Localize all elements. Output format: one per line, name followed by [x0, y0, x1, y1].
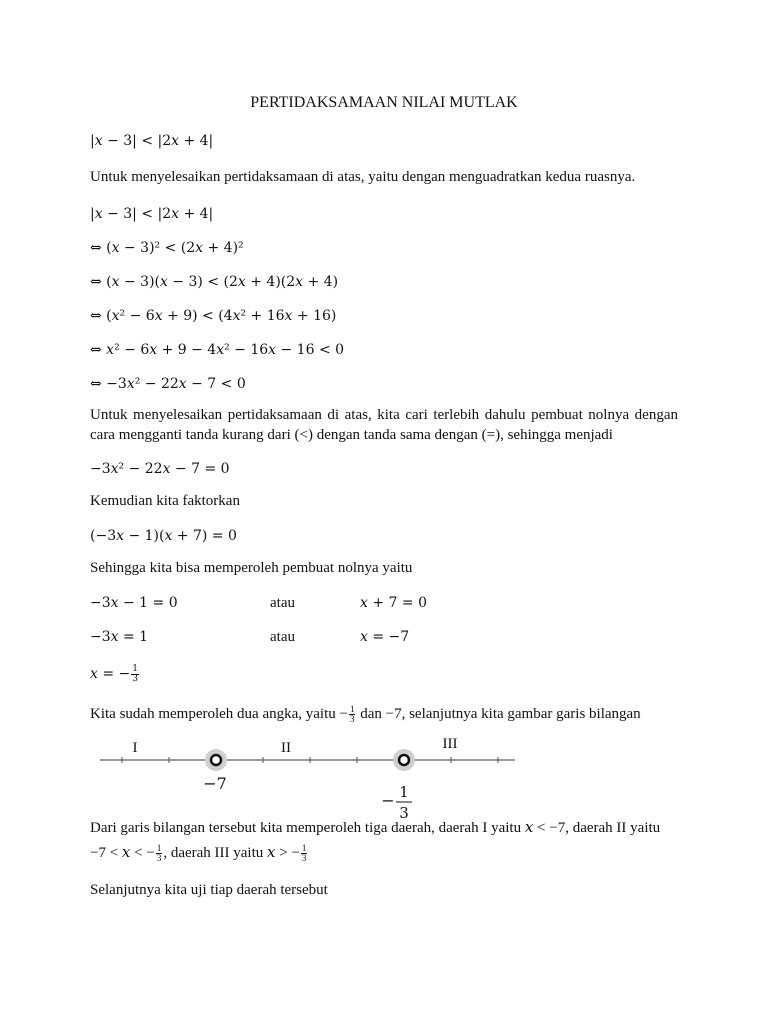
number-line-ticks [122, 757, 498, 763]
step-0: |𝑥 − 3| < |2𝑥 + 4| [90, 206, 214, 222]
paragraph-daerah-line2 [90, 843, 308, 863]
paragraph-dua-angka [90, 704, 641, 724]
row2-left: −3𝑥 = 1 [90, 629, 149, 645]
page-title: PERTIDAKSAMAAN NILAI MUTLAK [250, 94, 518, 111]
label-minus-seven: −7 [203, 774, 227, 793]
label-minus-sign: − [381, 791, 395, 810]
x-solution [90, 664, 140, 684]
closing-line: Selanjutnya kita uji tiap daerah tersebut [90, 882, 328, 898]
point-minus-seven [205, 749, 227, 771]
fraction-one-third: $\frac{1}{3}$ [132, 663, 138, 684]
paragraph-pembuat-nol: Untuk menyelesaikan pertidaksamaan di atas, kita cari terlebih dahulu pembuat nolnya dengan cara mengganti tanda kurang dari (<) dengan tanda sama dengan (=), sehingga menjadi [90, 407, 678, 443]
paragraph-daerah-line1: Dari garis bilangan tersebut kita memperoleh tiga daerah, daerah I yaitu 𝑥 < −7, daerah II yaitu [90, 820, 661, 836]
fraction-one-third: $\frac{1}{3}$ [349, 704, 355, 725]
step-1: ⇔ (𝑥 − 3)² < (2𝑥 + 4)² [90, 240, 244, 256]
faktorkan-text: Kemudian kita faktorkan [90, 493, 240, 509]
row1-atau: atau [270, 595, 295, 611]
row1-right: 𝑥 + 7 = 0 [360, 595, 427, 611]
daerah-iii-text: , daerah III yaitu 𝑥 > − [163, 845, 300, 861]
step-5: ⇔ −3𝑥² − 22𝑥 − 7 < 0 [90, 376, 246, 392]
label-denominator: 3 [399, 804, 409, 822]
fraction-one-third: $\frac{1}{3}$ [156, 843, 162, 864]
fraction-one-third: $\frac{1}{3}$ [301, 843, 307, 864]
inequality-statement: |𝑥 − 3| < |2𝑥 + 4| [90, 133, 214, 149]
label-numerator: 1 [399, 783, 409, 801]
row2-right: 𝑥 = −7 [360, 629, 410, 645]
region-label-3: III [442, 736, 458, 752]
step-4: ⇔ 𝑥² − 6𝑥 + 9 − 4𝑥² − 16𝑥 − 16 < 0 [90, 342, 345, 358]
equation-zero: −3𝑥² − 22𝑥 − 7 = 0 [90, 461, 230, 477]
intro-paragraph: Untuk menyelesaikan pertidaksamaan di atas, yaitu dengan menguadratkan kedua ruasnya. [90, 169, 636, 185]
factored-equation: (−3𝑥 − 1)(𝑥 + 7) = 0 [90, 528, 237, 544]
region-label-2: II [281, 740, 291, 756]
step-2: ⇔ (𝑥 − 3)(𝑥 − 3) < (2𝑥 + 4)(2𝑥 + 4) [90, 274, 339, 290]
row2-atau: atau [270, 629, 295, 645]
daerah-ii-text: −7 < 𝑥 < − [90, 845, 155, 861]
dua-angka-text-a: Kita sudah memperoleh dua angka, yaitu − [90, 706, 348, 722]
row1-left: −3𝑥 − 1 = 0 [90, 595, 178, 611]
pembuat-nol-text: Sehingga kita bisa memperoleh pembuat nolnya yaitu [90, 560, 413, 576]
step-3: ⇔ (𝑥² − 6𝑥 + 9) < (4𝑥² + 16𝑥 + 16) [90, 308, 337, 324]
x-solution-prefix: 𝑥 = − [90, 666, 131, 682]
dua-angka-text-b: dan −7, selanjutnya kita gambar garis bilangan [356, 706, 641, 722]
point-minus-one-third [393, 749, 415, 771]
region-label-1: I [132, 740, 138, 756]
